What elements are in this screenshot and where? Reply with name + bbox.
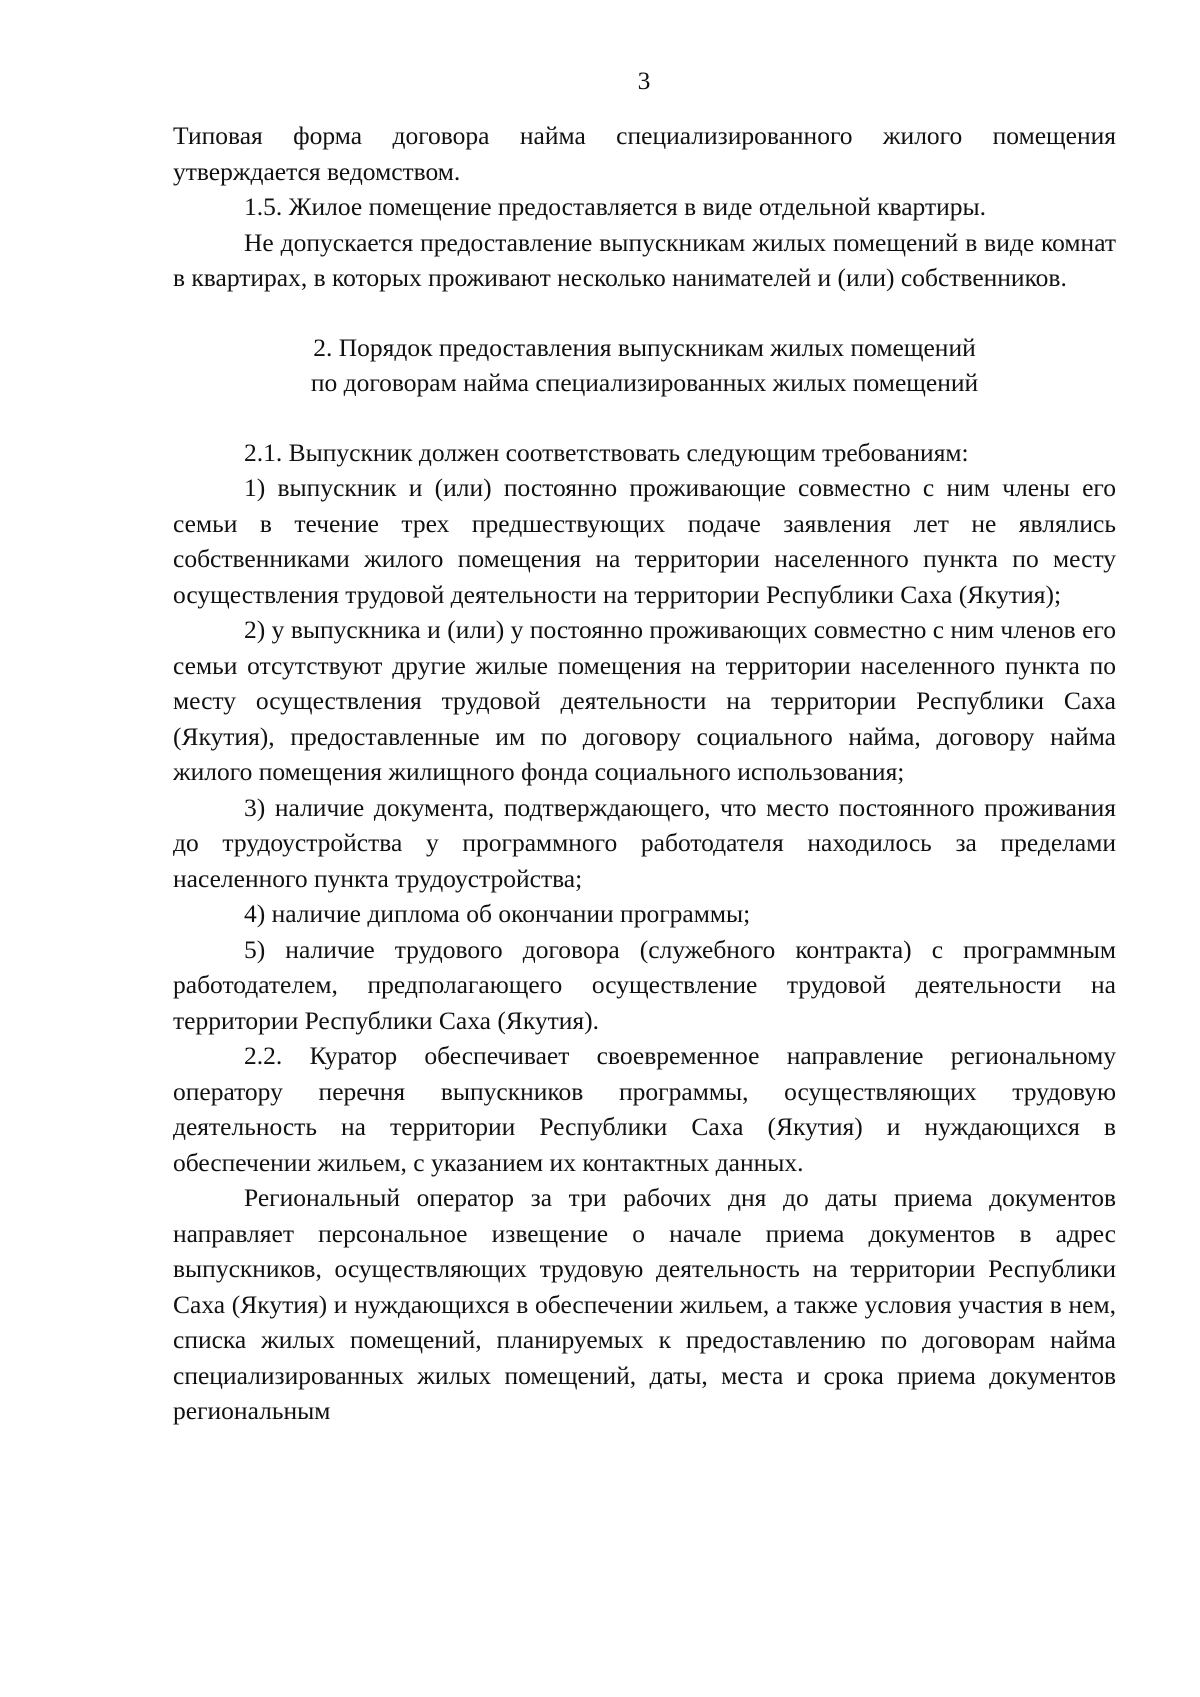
section-2-heading — [173, 330, 1116, 401]
requirement-item-2: 2) у выпускника и (или) у постоянно проживающих совместно с ним членов его семьи отсутствуют другие жилые помещения на территории населенного пункта по месту осуществления трудовой деятельности на территории Республики Саха (Якутия), предоставленные им по договору социального найма, договору найма жилого помещения жилищного фонда социального использования; — [173, 615, 1116, 786]
paragraph-regional-operator: Региональный оператор за три рабочих дня до даты приема документов направляет персональное извещение о начале приема документов в адрес выпускников, осуществляющих трудовую деятельность на территории Республики Саха (Якутия) и нуждающихся в обеспечении жильем, а также условия участия в нем, списка жилых помещений, планируемых к предоставлению по договорам найма специализированных жилых помещений, даты, места и срока приема документов региональным — [173, 1183, 1116, 1425]
section-2-heading-line-1: 2. Порядок предоставления выпускникам жилых помещений — [313, 332, 976, 362]
paragraph-1-5: 1.5. Жилое помещение предоставляется в виде отдельной квартиры. — [244, 192, 987, 221]
document-body — [173, 118, 1116, 1429]
requirement-item-1: 1) выпускник и (или) постоянно проживающие совместно с ним члены его семьи в течение трех предшествующих подаче заявления лет не являлись собственниками жилого помещения на территории населенного пункта по месту осуществления трудовой деятельности на территории Республики Саха (Якутия); — [173, 473, 1116, 609]
paragraph-rooms-not-allowed: Не допускается предоставление выпускникам жилых помещений в виде комнат в квартирах, в которых проживают несколько нанимателей и (или) собственников. — [173, 227, 1116, 292]
requirement-item-5: 5) наличие трудового договора (служебного контракта) с программным работодателем, предполагающего осуществление трудовой деятельности на территории Республики Саха (Якутия). — [173, 934, 1116, 1035]
paragraph-2-2: 2.2. Куратор обеспечивает своевременное направление региональному оператору перечня выпускников программы, осуществляющих трудовую деятельность на территории Республики Саха (Якутия) и нуждающихся в обеспечении жильем, с указанием их контактных данных. — [173, 1041, 1116, 1177]
paragraph-2-1: 2.1. Выпускник должен соответствовать следующим требованиям: — [244, 437, 969, 467]
page-number: 3 — [637, 66, 651, 95]
paragraph-standard-form: Типовая форма договора найма специализированного жилого помещения утверждается ведомством. — [173, 121, 1116, 186]
requirement-item-4: 4) наличие диплома об окончании программы; — [244, 899, 751, 928]
section-2-heading-line-2: по договорам найма специализированных жилых помещений — [310, 368, 979, 397]
requirement-item-3: 3) наличие документа, подтверждающего, что место постоянного проживания до трудоустройства у программного работодателя находилось за пределами населенного пункта трудоустройства; — [173, 792, 1116, 893]
